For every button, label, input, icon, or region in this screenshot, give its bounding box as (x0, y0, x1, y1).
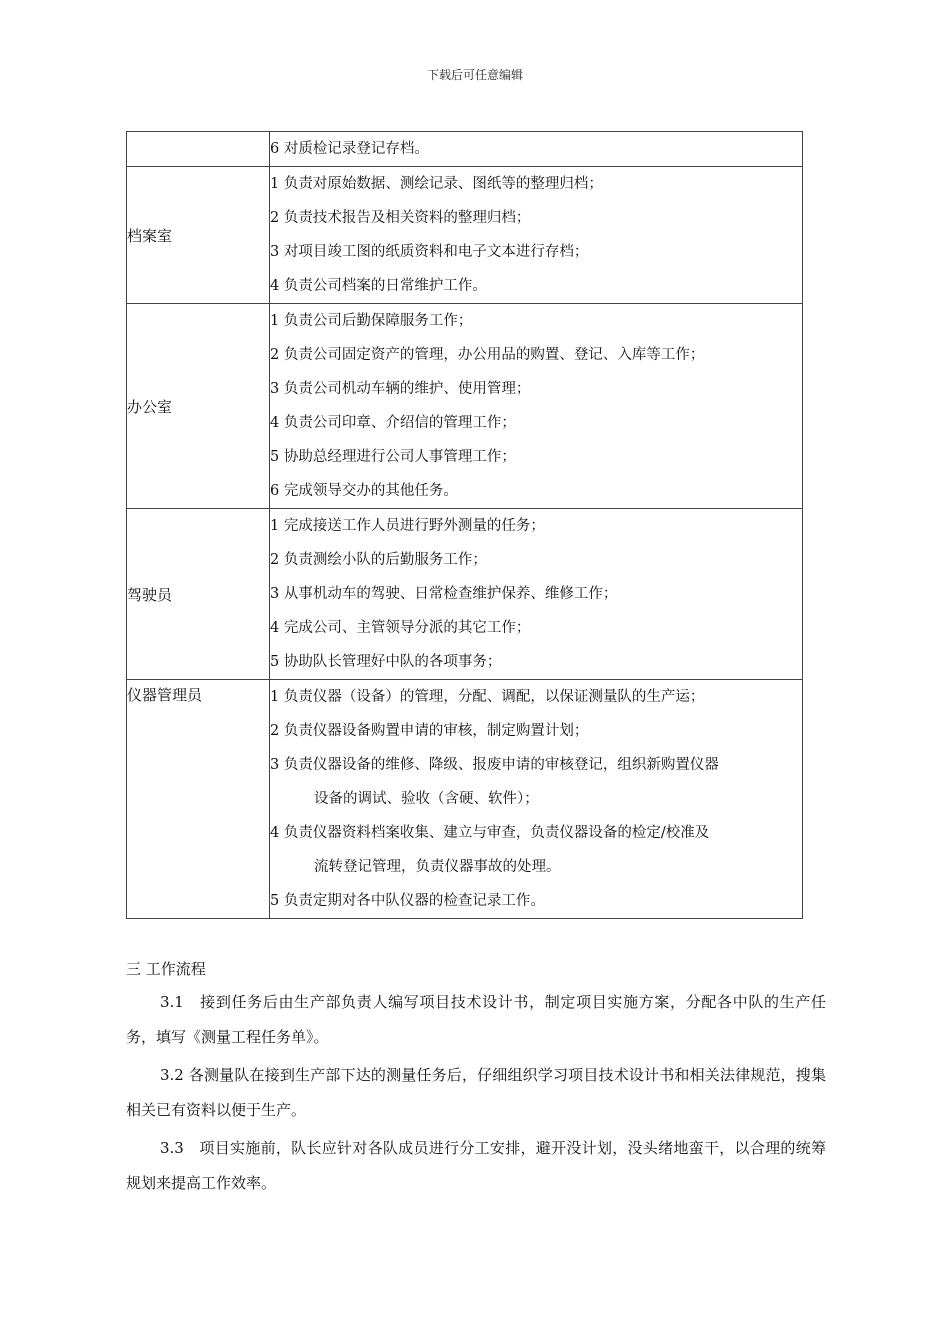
duty-item: 2 负责技术报告及相关资料的整理归档； (270, 210, 531, 226)
dept-cell: 办公室 (127, 304, 270, 509)
dept-cell: 仪器管理员 (127, 680, 270, 919)
duties-table (126, 131, 803, 919)
duty-item: 6 完成领导交办的其他任务。 (270, 483, 458, 499)
duty-item: 3 从事机动车的驾驶、日常检查维护保养、维修工作； (270, 586, 618, 602)
duty-item: 3 对项目竣工图的纸质资料和电子文本进行存档； (270, 244, 589, 260)
duty-item: 1 负责仪器（设备）的管理，分配、调配，以保证测量队的生产运； (270, 689, 705, 705)
duty-item: 1 负责对原始数据、测绘记录、图纸等的整理归档； (270, 176, 603, 192)
duty-item: 6 对质检记录登记存档。 (270, 141, 429, 157)
duty-item: 3 负责公司机动车辆的维护、使用管理； (270, 381, 531, 397)
table-row (127, 132, 803, 167)
duty-item-continued: 流转登记管理，负责仪器事故的处理。 (314, 859, 561, 875)
duty-item: 2 负责公司固定资产的管理，办公用品的购置、登记、入库等工作； (270, 347, 705, 363)
duty-item: 4 负责公司印章、介绍信的管理工作； (270, 415, 516, 431)
duty-item: 2 负责测绘小队的后勤服务工作； (270, 552, 487, 568)
duty-item: 5 协助总经理进行公司人事管理工作； (270, 449, 516, 465)
duty-item: 2 负责仪器设备购置申请的审核，制定购置计划； (270, 723, 589, 739)
duty-item-continued: 设备的调试、验收（含硬、软件）； (314, 791, 539, 807)
table-row (127, 304, 803, 509)
duty-item: 1 完成接送工作人员进行野外测量的任务； (270, 518, 545, 534)
table-row (127, 167, 803, 304)
section-title: 三 工作流程 (126, 960, 206, 978)
items-cell (270, 132, 803, 167)
items-cell (270, 680, 803, 919)
duty-item: 5 负责定期对各中队仪器的检查记录工作。 (270, 893, 545, 909)
duty-item: 4 完成公司、主管领导分派的其它工作； (270, 620, 531, 636)
page-header: 下载后可任意编辑 (426, 68, 523, 82)
dept-cell: 驾驶员 (127, 509, 270, 680)
duty-item: 4 负责仪器资料档案收集、建立与审查，负责仪器设备的检定/校准及 (270, 825, 710, 841)
dept-cell (127, 132, 270, 167)
table-row (127, 680, 803, 919)
items-cell (270, 509, 803, 680)
duty-item: 1 负责公司后勤保障服务工作； (270, 313, 473, 329)
paragraph: 3.2 各测量队在接到生产部下达的测量任务后，仔细组织学习项目技术设计书和相关法律规范，搜集相关已有资料以便于生产。 (126, 1066, 826, 1119)
duty-item: 5 协助队长管理好中队的各项事务； (270, 654, 502, 670)
paragraph: 3.1 接到任务后由生产部负责人编写项目技术设计书，制定项目实施方案，分配各中队的生产任务，填写《测量工程任务单》。 (126, 993, 826, 1046)
duty-item: 3 负责仪器设备的维修、降级、报废申请的审核登记，组织新购置仪器 (270, 757, 719, 773)
items-cell (270, 304, 803, 509)
duty-item: 4 负责公司档案的日常维护工作。 (270, 278, 487, 294)
table-row (127, 509, 803, 680)
items-cell (270, 167, 803, 304)
paragraph: 3.3 项目实施前，队长应针对各队成员进行分工安排，避开没计划，没头绪地蛮干，以合理的统筹规划来提高工作效率。 (126, 1139, 826, 1192)
dept-cell: 档案室 (127, 167, 270, 304)
